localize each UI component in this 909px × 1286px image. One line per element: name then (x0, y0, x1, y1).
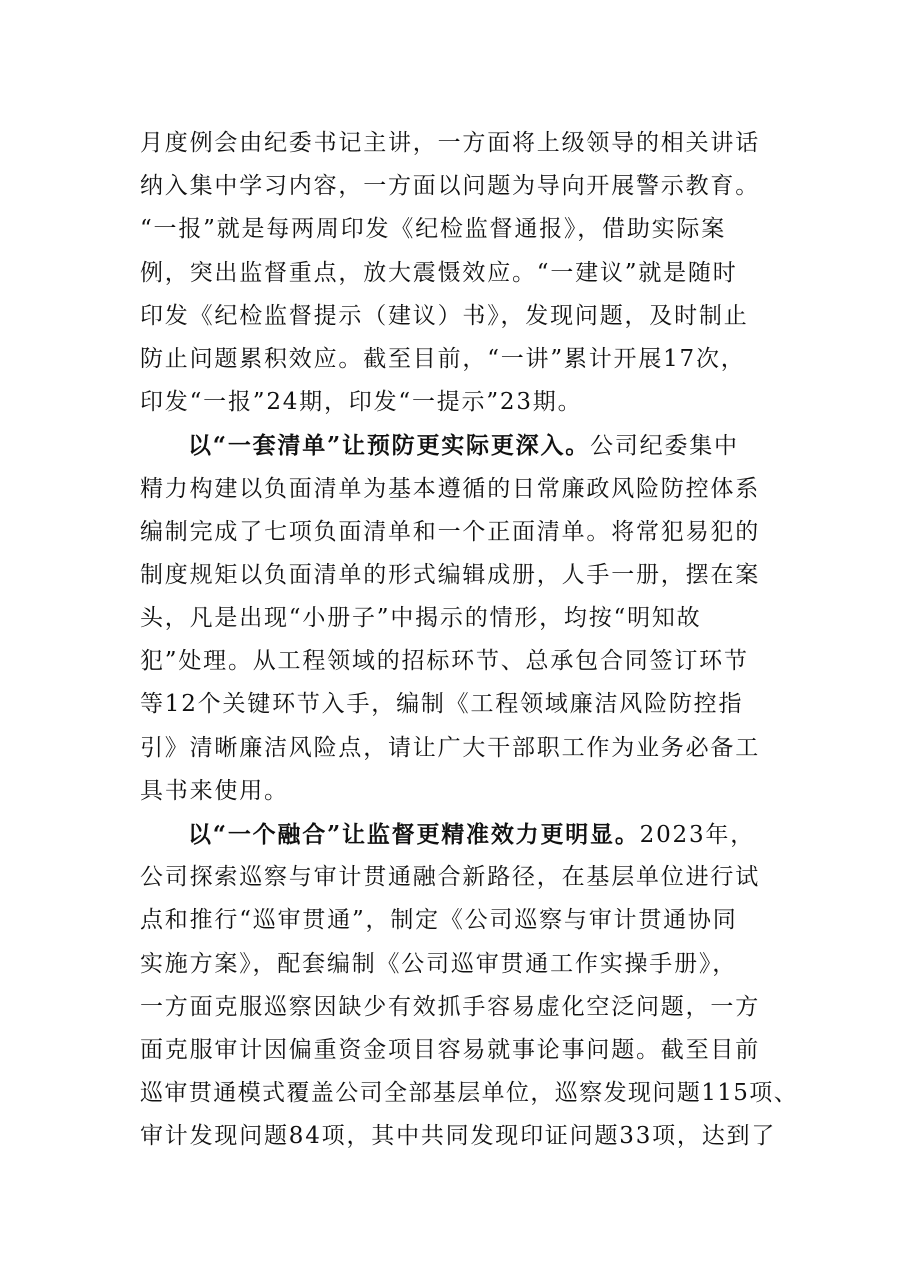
section-first-line (140, 424, 800, 467)
section-text: 公司纪委集中 (590, 433, 739, 460)
text-line: 点和推行“巡审贯通”，制定《公司巡察与审计贯通协同 (140, 907, 738, 934)
text-line: 等12个关键环节入手，编制《工程领域廉洁风险防控指 (140, 691, 744, 718)
text-line: 精力构建以负面清单为基本遵循的日常廉政风险防控体系 (140, 475, 760, 502)
text-line: 编制完成了七项负面清单和一个正面清单。将常犯易犯的 (140, 518, 760, 545)
text-line: 印发《纪检监督提示（建议）书》，发现问题，及时制止 (140, 302, 749, 329)
text-line: 实施方案》，配套编制《公司巡审贯通工作实操手册》， (140, 950, 737, 977)
text-line: 具书来使用。 (140, 777, 289, 804)
text-line: 例，突出监督重点，放大震慑效应。“一建议”就是随时 (140, 259, 738, 286)
section-first-line (140, 813, 800, 856)
text-line: 一方面克服巡察因缺少有效抓手容易虚化空泛问题，一方 (140, 993, 760, 1020)
text-line: 印发“一报”24期，印发“一提示”23期。 (140, 389, 583, 416)
text-line: 引》清晰廉洁风险点，请让广大干部职工作为业务必备工 (140, 734, 760, 761)
text-line: 纳入集中学习内容，一方面以问题为导向开展警示教育。 (140, 173, 760, 200)
text-line: 巡审贯通模式覆盖公司全部基层单位，巡察发现问题115项、 (140, 1080, 799, 1107)
text-line: 犯”处理。从工程领域的招标环节、总承包合同签订环节 (140, 648, 749, 675)
text-line: 防止问题累积效应。截至目前，“一讲”累计开展17次， (140, 345, 746, 372)
section-heading: 以“一套清单”让预防更实际更深入。 (188, 432, 591, 460)
section-text: 2023年， (639, 822, 756, 848)
text-line: 头，凡是出现“小册子”中揭示的情形，均按“明知故 (140, 605, 702, 632)
section-heading: 以“一个融合”让监督更精准效力更明显。 (188, 821, 640, 848)
text-line: 制度规矩以负面清单的形式编辑成册，人手一册，摆在案 (140, 561, 760, 588)
document-body (140, 122, 800, 1159)
text-line: 公司探索巡察与审计贯通融合新路径，在基层单位进行试 (140, 864, 760, 891)
text-line: 月度例会由纪委书记主讲，一方面将上级领导的相关讲话 (140, 130, 760, 156)
text-line: 面克服审计因偏重资金项目容易就事论事问题。截至目前 (140, 1036, 760, 1063)
text-line: “一报”就是每两周印发《纪检监督通报》，借助实际案 (140, 216, 727, 243)
text-line: 审计发现问题84项，其中共同发现印证问题33项，达到了 (140, 1123, 777, 1150)
